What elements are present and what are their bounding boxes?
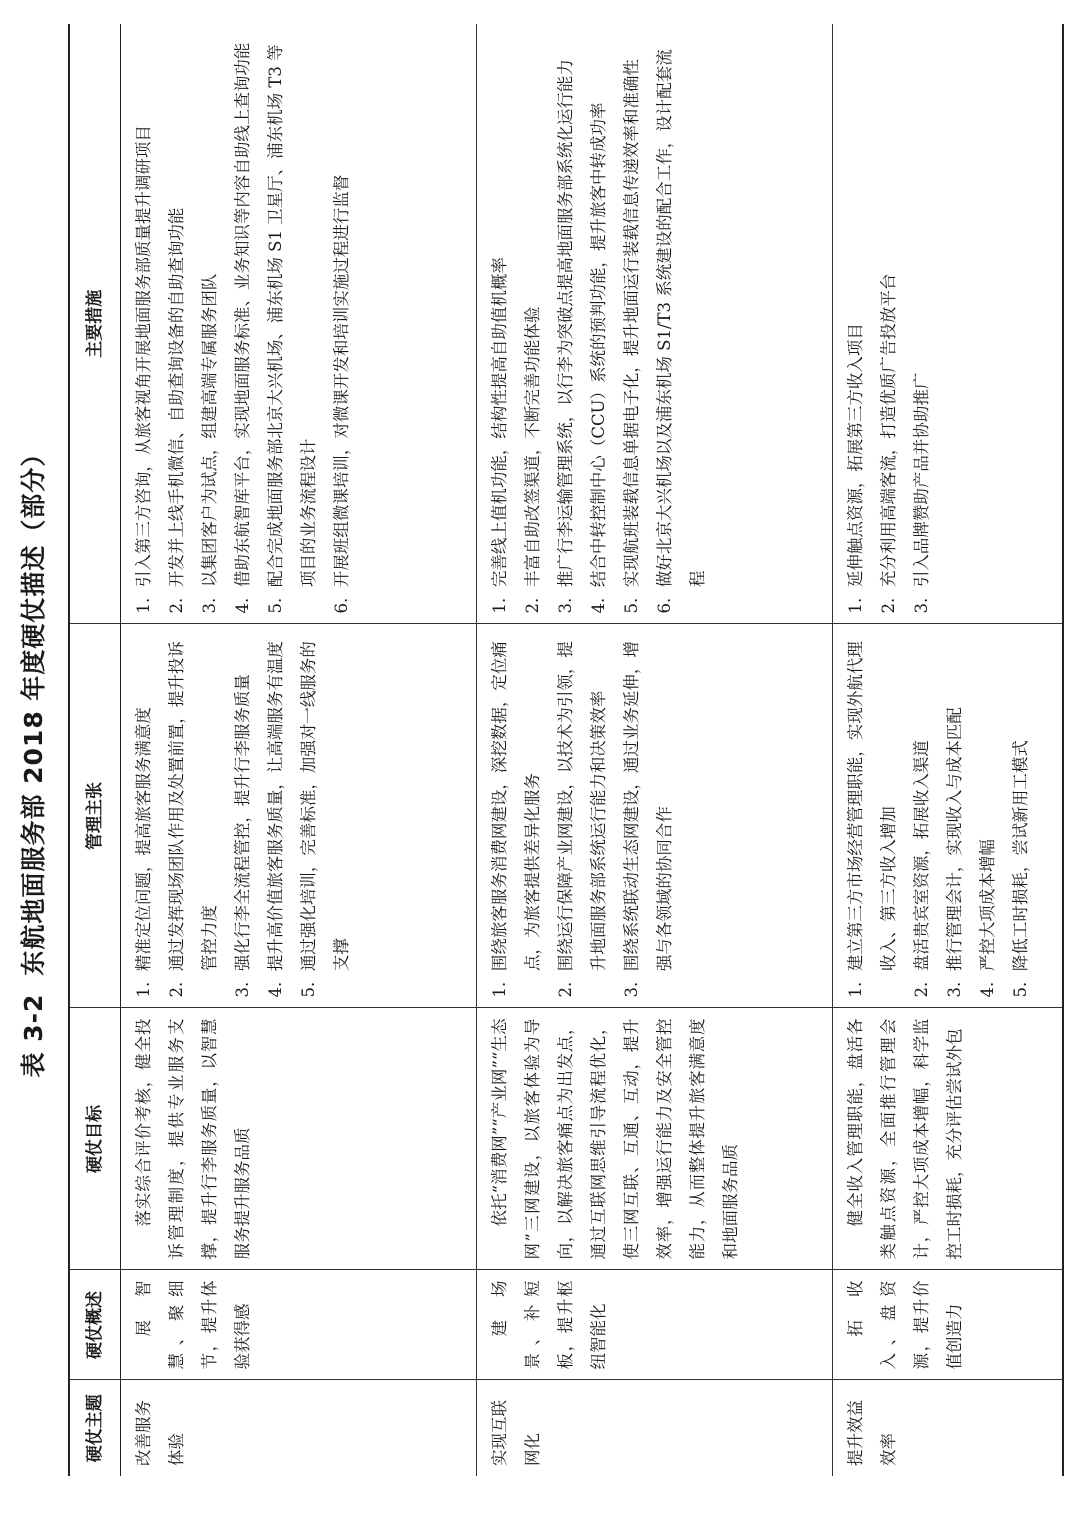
list-item: 1. 建立第三方市场经营管理职能，实现外航代理收入、第三方收入增加 — [846, 641, 898, 998]
list-item: 5. 实现航班装载信息单据电子化，提升地面运行装载信息传递效率和准确性 — [622, 59, 641, 614]
list-item: 4. 结合中转控制中心（CCU）系统的预判功能，提升旅客中转成功率 — [589, 102, 608, 614]
overview-cell: 建场景、补短板，提升枢纽智能化 — [477, 1270, 833, 1380]
goal-cell: 健全收入管理职能，盘活各类触点资源，全面推行管理会计，严控大项成本增幅，科学监控工时损耗，充分评估尝试外包 — [833, 1008, 1063, 1270]
list-item: 2. 通过发挥现场团队作用及处置前置，提升投诉管控力度 — [167, 641, 219, 998]
measures-cell — [477, 24, 833, 624]
goal-cell: 依托“消费网”“产业网”“生态网”三网建设，以旅客体验为导向，以解决旅客痛点为出发点，通过互联网思维引导流程优化，使三网互联、互通、互动，提升效率，增强运行能力及安全管控能力，从而整体提升旅客满意度和地面服务品质 — [477, 1008, 833, 1270]
principles-cell — [121, 624, 477, 1008]
overview-cell: 展智慧、聚细节，提升体验获得感 — [121, 1270, 477, 1380]
header-measures: 主要措施 — [69, 24, 121, 624]
table-caption — [14, 0, 50, 1518]
list-item: 1. 完善线上值机功能，结构性提高自助值机概率 — [490, 257, 509, 614]
table-number: 表 3-2 — [19, 993, 48, 1078]
measures-cell — [833, 24, 1063, 624]
list-item: 1. 精准定位问题，提高旅客服务满意度 — [134, 707, 153, 998]
principles-cell — [833, 624, 1063, 1008]
list-item: 3. 推广行李运输管理系统，以行李为突破点提高地面服务部系统化运行能力 — [556, 59, 575, 614]
header-theme: 硬仗主题 — [69, 1380, 121, 1476]
list-item: 3. 以集团客户为试点，组建高端专属服务团队 — [200, 273, 219, 614]
list-item: 2. 围绕运行保障产业网建设，以技术为引领，提升地面服务部系统运行能力和决策效率 — [556, 641, 608, 998]
list-item: 5. 降低工时损耗，尝试新用工模式 — [1011, 740, 1030, 998]
goal-cell: 落实综合评价考核，健全投诉管理制度，提供专业服务支撑，提升行李服务质量，以智慧服务提升服务品质 — [121, 1008, 477, 1270]
table-row — [121, 24, 477, 1476]
table-row — [477, 24, 833, 1476]
list-item: 4. 严控大项成本增幅 — [978, 839, 997, 998]
principles-cell — [477, 624, 833, 1008]
list-item: 4. 提升高价值旅客服务质量，让高端服务有温度 — [266, 641, 285, 998]
list-item: 3. 围绕系统联动生态网建设，通过业务延伸，增强与各领域的协同合作 — [622, 641, 674, 998]
table-row — [833, 24, 1063, 1476]
list-item: 2. 丰富自助改签渠道，不断完善功能体验 — [523, 306, 542, 614]
list-item: 2. 盘活贵宾室资源，拓展收入渠道 — [912, 740, 931, 998]
header-goal: 硬仗目标 — [69, 1008, 121, 1270]
list-item: 5. 通过强化培训，完善标准，加强对一线服务的支撑 — [299, 641, 351, 998]
overview-cell: 拓收入、盘资源，提升价值创造力 — [833, 1270, 1063, 1380]
measures-cell — [121, 24, 477, 624]
theme-cell: 实现互联网化 — [477, 1380, 833, 1476]
header-principles: 管理主张 — [69, 624, 121, 1008]
table-title: 东航地面服务部 2018 年度硬仗描述（部分） — [19, 440, 48, 976]
list-item: 1. 围绕旅客服务消费网建设，深挖数据，定位痛点，为旅客提供差异化服务 — [490, 641, 542, 998]
list-item: 2. 开发并上线手机微信、自助查询设备的自助查询功能 — [167, 207, 186, 614]
list-item: 6. 做好北京大兴机场以及浦东机场 S1/T3 系统建设的配合工作，设计配套流程 — [655, 49, 707, 614]
header-row — [69, 24, 121, 1476]
hard-battle-table — [68, 24, 1064, 1476]
theme-cell: 改善服务体验 — [121, 1380, 477, 1476]
list-item: 3. 推行管理会计，实现收入与成本匹配 — [945, 707, 964, 998]
list-item: 6. 开展班组微课培训，对微课开发和培训实施过程进行监督 — [332, 174, 351, 614]
header-overview: 硬仗概述 — [69, 1270, 121, 1380]
list-item: 1. 延伸触点资源，拓展第三方收入项目 — [846, 323, 865, 614]
list-item: 5. 配合完成地面服务部北京大兴机场、浦东机场 S1 卫星厅、浦东机场 T3 等项目的业务流程设计 — [266, 44, 318, 614]
theme-cell: 提升效益效率 — [833, 1380, 1063, 1476]
list-item: 2. 充分利用高端客流，打造优质广告投放平台 — [879, 273, 898, 614]
list-item: 4. 借助东航智库平台，实现地面服务标准、业务知识等内容自助线上查询功能 — [233, 42, 252, 614]
list-item: 3. 强化行李全流程管控，提升行李服务质量 — [233, 674, 252, 998]
list-item: 3. 引入品牌赞助产品并协助推广 — [912, 372, 931, 614]
list-item: 1. 引入第三方咨询，从旅客视角开展地面服务部质量提升调研项目 — [134, 125, 153, 614]
